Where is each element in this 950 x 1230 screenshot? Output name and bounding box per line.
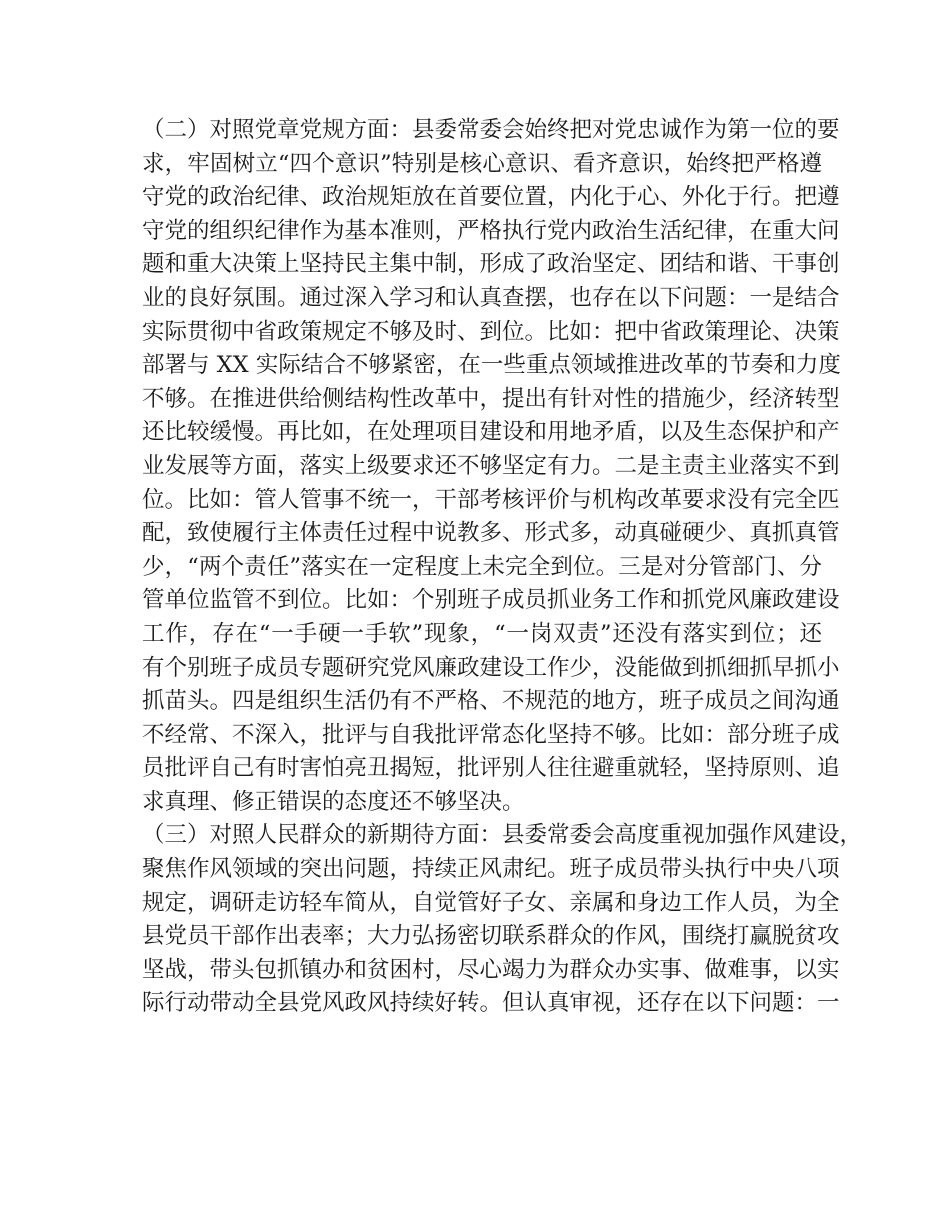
text-line: 规定，调研走访轻车简从，自觉管好子女、亲属和身边工作人员，为全	[142, 889, 840, 916]
text-line: 守党的组织纪律作为基本准则，严格执行党内政治生活纪律，在重大问	[142, 217, 840, 244]
text-line: 守党的政治纪律、政治规矩放在首要位置，内化于心、外化于行。把遵	[142, 184, 840, 211]
text-line: （三）对照人民群众的新期待方面：县委常委会高度重视加强作风建设，	[142, 822, 863, 849]
text-line: 题和重大决策上坚持民主集中制，形成了政治坚定、团结和谐、干事创	[142, 251, 840, 278]
text-line: 县党员干部作出表率；大力弘扬密切联系群众的作风，围绕打赢脱贫攻	[142, 923, 840, 950]
text-line: 求真理、修正错误的态度还不够坚决。	[142, 788, 525, 815]
text-line: 求，牢固树立“四个意识”特别是核心意识、看齐意识，始终把严格遵	[142, 150, 822, 177]
text-line: 管单位监管不到位。比如：个别班子成员抓业务工作和抓党风廉政建设	[142, 587, 840, 614]
text-line: 不经常、不深入，批评与自我批评常态化坚持不够。比如：部分班子成	[142, 721, 840, 748]
text-line: 不够。在推进供给侧结构性改革中，提出有针对性的措施少，经济转型	[142, 385, 840, 412]
text-line: 少，“两个责任”落实在一定程度上未完全到位。三是对分管部门、分	[142, 553, 822, 580]
text-line: 抓苗头。四是组织生活仍有不严格、不规范的地方，班子成员之间沟通	[142, 688, 840, 715]
text-line: 工作，存在“一手硬一手软”现象，“一岗双责”还没有落实到位；还	[142, 620, 822, 647]
text-line: 还比较缓慢。再比如，在处理项目建设和用地矛盾，以及生态保护和产	[142, 419, 840, 446]
text-line: 际行动带动全县党风政风持续好转。但认真审视，还存在以下问题：一	[142, 990, 840, 1017]
text-line: 业发展等方面，落实上级要求还不够坚定有力。二是主责主业落实不到	[142, 452, 840, 479]
text-line: 实际贯彻中省政策规定不够及时、到位。比如：把中省政策理论、决策	[142, 318, 840, 345]
text-line: 配，致使履行主体责任过程中说教多、形式多，动真碰硬少、真抓真管	[142, 520, 840, 547]
text-line: 员批评自己有时害怕亮丑揭短，批评别人往往避重就轻，坚持原则、追	[142, 755, 840, 782]
text-line: 业的良好氛围。通过深入学习和认真查摆，也存在以下问题：一是结合	[142, 284, 840, 311]
text-line: 聚焦作风领域的突出问题，持续正风肃纪。班子成员带头执行中央八项	[142, 856, 840, 883]
text-line: （二）对照党章党规方面：县委常委会始终把对党忠诚作为第一位的要	[142, 117, 840, 143]
text-line: 部署与 XX 实际结合不够紧密，在一些重点领域推进改革的节奏和力度	[142, 352, 841, 379]
text-line: 位。比如：管人管事不统一，干部考核评价与机构改革要求没有完全匹	[142, 486, 840, 513]
text-line: 坚战，带头包抓镇办和贫困村，尽心竭力为群众办实事、做难事，以实	[142, 956, 840, 983]
body-text	[142, 114, 863, 1021]
text-line: 有个别班子成员专题研究党风廉政建设工作少，没能做到抓细抓早抓小	[142, 654, 840, 681]
